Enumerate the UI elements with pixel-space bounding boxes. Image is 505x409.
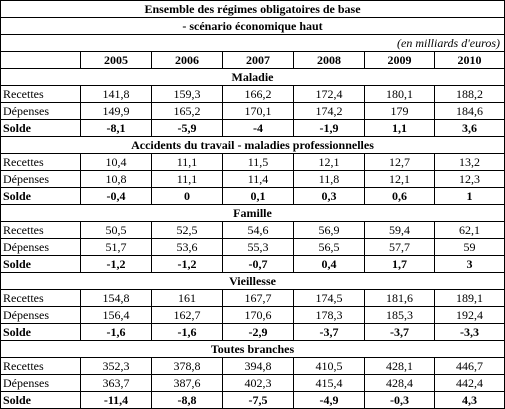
value-cell: 59,4 — [365, 222, 435, 239]
value-cell: 352,3 — [81, 358, 152, 375]
value-cell: 185,3 — [365, 307, 435, 324]
table-title-line1: Ensemble des régimes obligatoires de base — [1, 1, 505, 18]
value-cell: 161 — [152, 290, 223, 307]
value-cell: 3 — [435, 256, 505, 273]
row-label: Dépenses — [1, 307, 81, 324]
data-row — [1, 86, 505, 103]
value-cell: 170,6 — [223, 307, 294, 324]
solde-row — [1, 324, 505, 341]
section-header-row — [1, 137, 505, 154]
value-cell: -0,3 — [365, 392, 435, 409]
value-cell: 12,1 — [365, 171, 435, 188]
value-cell: 180,1 — [365, 86, 435, 103]
value-cell: 62,1 — [435, 222, 505, 239]
row-label: Recettes — [1, 222, 81, 239]
value-cell: 192,4 — [435, 307, 505, 324]
section-title: Famille — [1, 205, 505, 222]
year-header: 2007 — [223, 52, 294, 69]
value-cell: 166,2 — [223, 86, 294, 103]
section-title: Toutes branches — [1, 341, 505, 358]
value-cell: 53,6 — [152, 239, 223, 256]
value-cell: 3,6 — [435, 120, 505, 137]
value-cell: 55,3 — [223, 239, 294, 256]
value-cell: 57,7 — [365, 239, 435, 256]
value-cell: -8,8 — [152, 392, 223, 409]
value-cell: 10,8 — [81, 171, 152, 188]
data-row — [1, 171, 505, 188]
value-cell: 442,4 — [435, 375, 505, 392]
value-cell: 428,1 — [365, 358, 435, 375]
value-cell: 11,1 — [152, 171, 223, 188]
year-header: 2008 — [294, 52, 365, 69]
value-cell: 1,1 — [365, 120, 435, 137]
value-cell: -2,9 — [223, 324, 294, 341]
value-cell: 188,2 — [435, 86, 505, 103]
value-cell: -0,4 — [81, 188, 152, 205]
year-header-row — [1, 52, 505, 69]
value-cell: -0,7 — [223, 256, 294, 273]
value-cell: 1,7 — [365, 256, 435, 273]
value-cell: 394,8 — [223, 358, 294, 375]
title-row-1 — [1, 1, 505, 18]
value-cell: 156,4 — [81, 307, 152, 324]
value-cell: 59 — [435, 239, 505, 256]
value-cell: 179 — [365, 103, 435, 120]
value-cell: 10,4 — [81, 154, 152, 171]
value-cell: 170,1 — [223, 103, 294, 120]
value-cell: 154,8 — [81, 290, 152, 307]
row-label: Recettes — [1, 358, 81, 375]
data-row — [1, 239, 505, 256]
value-cell: -3,3 — [435, 324, 505, 341]
value-cell: 0,1 — [223, 188, 294, 205]
value-cell: 0,4 — [294, 256, 365, 273]
solde-row — [1, 392, 505, 409]
value-cell: 181,6 — [365, 290, 435, 307]
value-cell: 1 — [435, 188, 505, 205]
value-cell: 11,8 — [294, 171, 365, 188]
table-title-line2: - scénario économique haut — [1, 18, 505, 35]
value-cell: 174,2 — [294, 103, 365, 120]
year-header: 2006 — [152, 52, 223, 69]
value-cell: 4,3 — [435, 392, 505, 409]
value-cell: -7,5 — [223, 392, 294, 409]
solde-row — [1, 256, 505, 273]
value-cell: 189,1 — [435, 290, 505, 307]
value-cell: -4 — [223, 120, 294, 137]
value-cell: 0,3 — [294, 188, 365, 205]
value-cell: 11,5 — [223, 154, 294, 171]
row-label: Solde — [1, 392, 81, 409]
value-cell: 178,3 — [294, 307, 365, 324]
data-row — [1, 103, 505, 120]
row-label: Solde — [1, 120, 81, 137]
value-cell: -3,7 — [294, 324, 365, 341]
data-row — [1, 307, 505, 324]
title-row-2 — [1, 18, 505, 35]
value-cell: 0,6 — [365, 188, 435, 205]
value-cell: -1,9 — [294, 120, 365, 137]
value-cell: 172,4 — [294, 86, 365, 103]
section-header-row — [1, 273, 505, 290]
value-cell: 165,2 — [152, 103, 223, 120]
value-cell: 0 — [152, 188, 223, 205]
value-cell: 13,2 — [435, 154, 505, 171]
value-cell: -1,2 — [152, 256, 223, 273]
value-cell: -1,6 — [152, 324, 223, 341]
row-label: Recettes — [1, 154, 81, 171]
value-cell: 54,6 — [223, 222, 294, 239]
table-body — [1, 1, 505, 409]
value-cell: 387,6 — [152, 375, 223, 392]
section-header-row — [1, 341, 505, 358]
value-cell: 167,7 — [223, 290, 294, 307]
section-title: Maladie — [1, 69, 505, 86]
value-cell: 11,4 — [223, 171, 294, 188]
value-cell: 162,7 — [152, 307, 223, 324]
value-cell: 11,1 — [152, 154, 223, 171]
row-label: Recettes — [1, 290, 81, 307]
solde-row — [1, 188, 505, 205]
value-cell: 52,5 — [152, 222, 223, 239]
value-cell: 415,4 — [294, 375, 365, 392]
year-header: 2010 — [435, 52, 505, 69]
value-cell: 159,3 — [152, 86, 223, 103]
value-cell: -4,9 — [294, 392, 365, 409]
value-cell: 50,5 — [81, 222, 152, 239]
value-cell: 12,3 — [435, 171, 505, 188]
value-cell: 12,7 — [365, 154, 435, 171]
section-header-row — [1, 205, 505, 222]
value-cell: 428,4 — [365, 375, 435, 392]
row-label: Dépenses — [1, 375, 81, 392]
data-row — [1, 375, 505, 392]
year-header: 2005 — [81, 52, 152, 69]
value-cell: 56,9 — [294, 222, 365, 239]
value-cell: 51,7 — [81, 239, 152, 256]
section-title: Vieillesse — [1, 273, 505, 290]
value-cell: 446,7 — [435, 358, 505, 375]
value-cell: -1,6 — [81, 324, 152, 341]
row-label: Dépenses — [1, 171, 81, 188]
value-cell: 363,7 — [81, 375, 152, 392]
value-cell: 174,5 — [294, 290, 365, 307]
value-cell: 149,9 — [81, 103, 152, 120]
section-header-row — [1, 69, 505, 86]
unit-label: (en milliards d'euros) — [1, 35, 505, 52]
row-label: Solde — [1, 324, 81, 341]
row-label: Recettes — [1, 86, 81, 103]
value-cell: 56,5 — [294, 239, 365, 256]
value-cell: -8,1 — [81, 120, 152, 137]
row-label: Solde — [1, 256, 81, 273]
data-row — [1, 290, 505, 307]
value-cell: 141,8 — [81, 86, 152, 103]
year-header: 2009 — [365, 52, 435, 69]
value-cell: 184,6 — [435, 103, 505, 120]
value-cell: 410,5 — [294, 358, 365, 375]
value-cell: -1,2 — [81, 256, 152, 273]
value-cell: -3,7 — [365, 324, 435, 341]
unit-row — [1, 35, 505, 52]
row-label: Solde — [1, 188, 81, 205]
data-row — [1, 154, 505, 171]
section-title: Accidents du travail - maladies professionnelles — [1, 137, 505, 154]
value-cell: -5,9 — [152, 120, 223, 137]
value-cell: -11,4 — [81, 392, 152, 409]
row-label: Dépenses — [1, 239, 81, 256]
value-cell: 12,1 — [294, 154, 365, 171]
corner-cell — [1, 52, 81, 69]
data-row — [1, 358, 505, 375]
value-cell: 402,3 — [223, 375, 294, 392]
value-cell: 378,8 — [152, 358, 223, 375]
data-row — [1, 222, 505, 239]
row-label: Dépenses — [1, 103, 81, 120]
solde-row — [1, 120, 505, 137]
